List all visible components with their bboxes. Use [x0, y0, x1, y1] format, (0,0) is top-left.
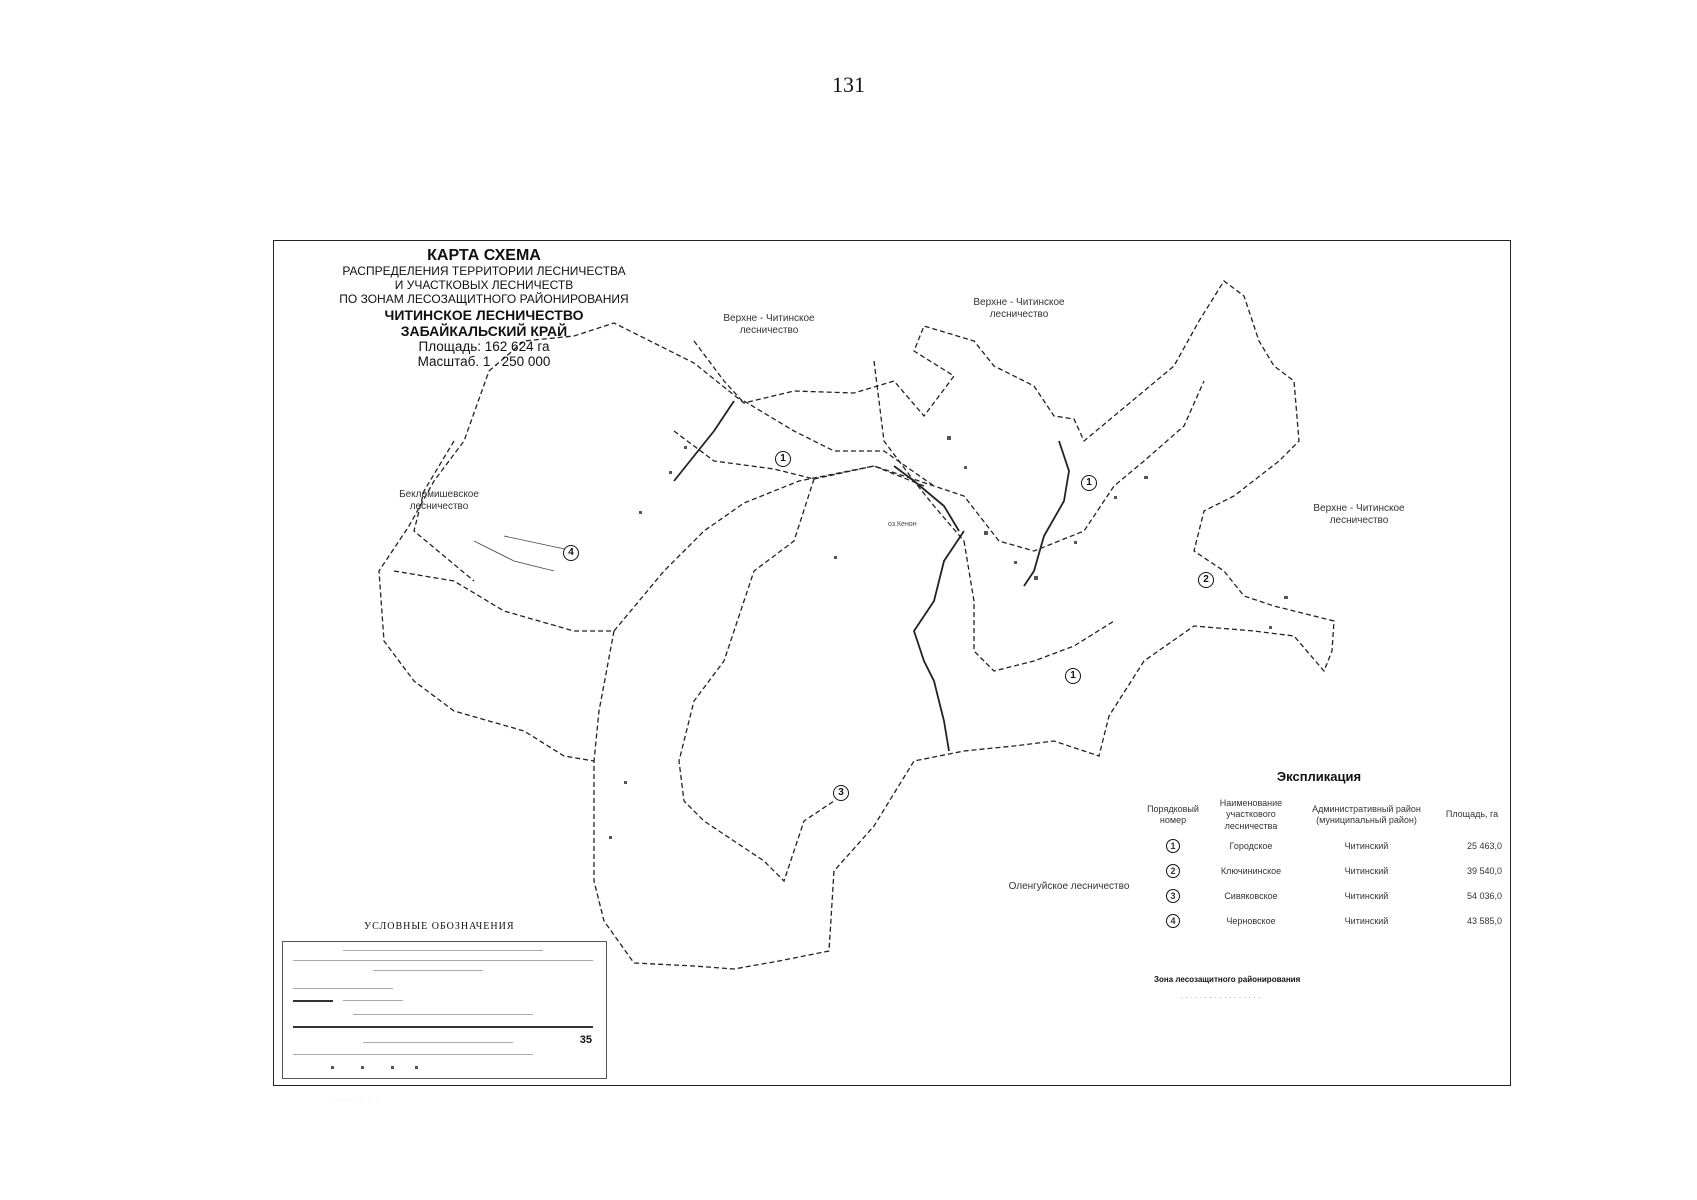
- map-subtitle-line2: И УЧАСТКОВЫХ ЛЕСНИЧЕСТВ: [394, 278, 574, 293]
- district-boundary: [679, 479, 834, 881]
- header-number: Порядковый номер: [1147, 803, 1199, 825]
- table-row: [1139, 834, 1506, 859]
- zone-number-marker: 1: [1065, 668, 1081, 684]
- legend-line: [363, 1042, 513, 1043]
- row-number: 4: [1166, 914, 1180, 928]
- zone-caption: Зона лесозащитного районирования: [1154, 975, 1301, 984]
- header-area: Площадь, га: [1445, 809, 1499, 820]
- explication-table: [1139, 796, 1506, 934]
- map-subtitle-line3: ПО ЗОНАМ ЛЕСОЗАЩИТНОГО РАЙОНИРОВАНИЯ: [339, 291, 629, 306]
- row-area: 43 585,0: [1466, 916, 1502, 927]
- zone-number-marker: 4: [563, 545, 579, 561]
- district-boundary: [874, 361, 964, 541]
- district-boundary: [594, 631, 614, 761]
- legend-symbol: [361, 1066, 364, 1069]
- river: [674, 401, 734, 481]
- map-subtitle-line1: РАСПРЕДЕЛЕНИЯ ТЕРРИТОРИИ ЛЕСНИЧЕСТВА: [342, 264, 626, 279]
- legend-symbol: [415, 1066, 418, 1069]
- row-district: Читинский: [1344, 916, 1389, 927]
- map-title: КАРТА СХЕМА: [427, 247, 541, 264]
- map-frame: [273, 240, 1511, 1086]
- row-name: Городское: [1229, 841, 1273, 852]
- page-number: 131: [832, 72, 865, 97]
- zone-number-marker: 1: [1081, 475, 1097, 491]
- header-district: Административный район (муниципальный район): [1312, 803, 1421, 825]
- zone-number-marker: 2: [1198, 572, 1214, 588]
- map-scale: Масштаб. 1 . 250 000: [417, 354, 551, 370]
- row-name: Черновское: [1226, 916, 1276, 927]
- legend-line: [293, 1026, 593, 1028]
- table-row: [1139, 859, 1506, 884]
- row-number: 3: [1166, 889, 1180, 903]
- row-district: Читинский: [1344, 841, 1389, 852]
- legend-symbol: [331, 1066, 334, 1069]
- forestry-name: ЧИТИНСКОЕ ЛЕСНИЧЕСТВО: [384, 306, 584, 323]
- row-area: 39 540,0: [1466, 866, 1502, 877]
- neighbor-label-south: Оленгуйское лесничество: [1008, 881, 1130, 892]
- table-row: [1139, 884, 1506, 909]
- row-number: 2: [1166, 864, 1180, 878]
- total-area: Площадь: 162 624 га: [418, 338, 550, 354]
- district-boundary: [694, 341, 744, 403]
- legend-box: [282, 941, 607, 1079]
- explication-panel: [1139, 769, 1509, 934]
- map-title-block: [304, 247, 664, 370]
- row-area: 25 463,0: [1466, 841, 1502, 852]
- legend-number: 35: [579, 1034, 592, 1046]
- legend-line: [373, 970, 483, 971]
- legend-symbol: [391, 1066, 394, 1069]
- zone-number-marker: 1: [775, 451, 791, 467]
- header-name: Наименование участкового лесничества: [1219, 798, 1283, 831]
- road: [474, 541, 554, 571]
- legend-line: [293, 960, 593, 961]
- neighbor-label-west: Беклемишевское лесничество: [399, 489, 479, 512]
- row-name: Ключининское: [1220, 866, 1282, 877]
- legend-line: [343, 950, 543, 951]
- legend-line: [293, 1054, 533, 1055]
- table-row: [1139, 909, 1506, 934]
- zone-number-marker: 3: [833, 785, 849, 801]
- neighbor-label-north: Верхне - Читинское лесничество: [973, 297, 1065, 320]
- row-area: 54 036,0: [1466, 891, 1502, 902]
- row-district: Читинский: [1344, 891, 1389, 902]
- neighbor-label-east: Верхне - Читинское лесничество: [1313, 503, 1405, 526]
- legend-title: УСЛОВНЫЕ ОБОЗНАЧЕНИЯ: [364, 921, 515, 932]
- legend-line: [293, 988, 393, 989]
- legend-line: [343, 1000, 403, 1001]
- river: [1024, 441, 1069, 586]
- zone-note-smudge: · · · · · · · · · · · · · · · · ·: [1180, 993, 1261, 1002]
- region-name: ЗАБАЙКАЛЬСКИЙ КРАЙ: [400, 322, 568, 339]
- lake-label: оз.Кенон: [888, 521, 917, 528]
- footer-smudge: · · · · · · ·: [330, 1098, 380, 1104]
- district-boundary: [964, 541, 1114, 671]
- explication-title: Экспликация: [1276, 769, 1362, 784]
- row-name: Сивяковское: [1224, 891, 1278, 902]
- row-number: 1: [1166, 839, 1180, 853]
- legend-line: [353, 1014, 533, 1015]
- legend-line: [293, 1000, 333, 1002]
- river: [914, 531, 964, 751]
- row-district: Читинский: [1344, 866, 1389, 877]
- neighbor-label-north-west: Верхне - Читинское лесничество: [723, 313, 815, 336]
